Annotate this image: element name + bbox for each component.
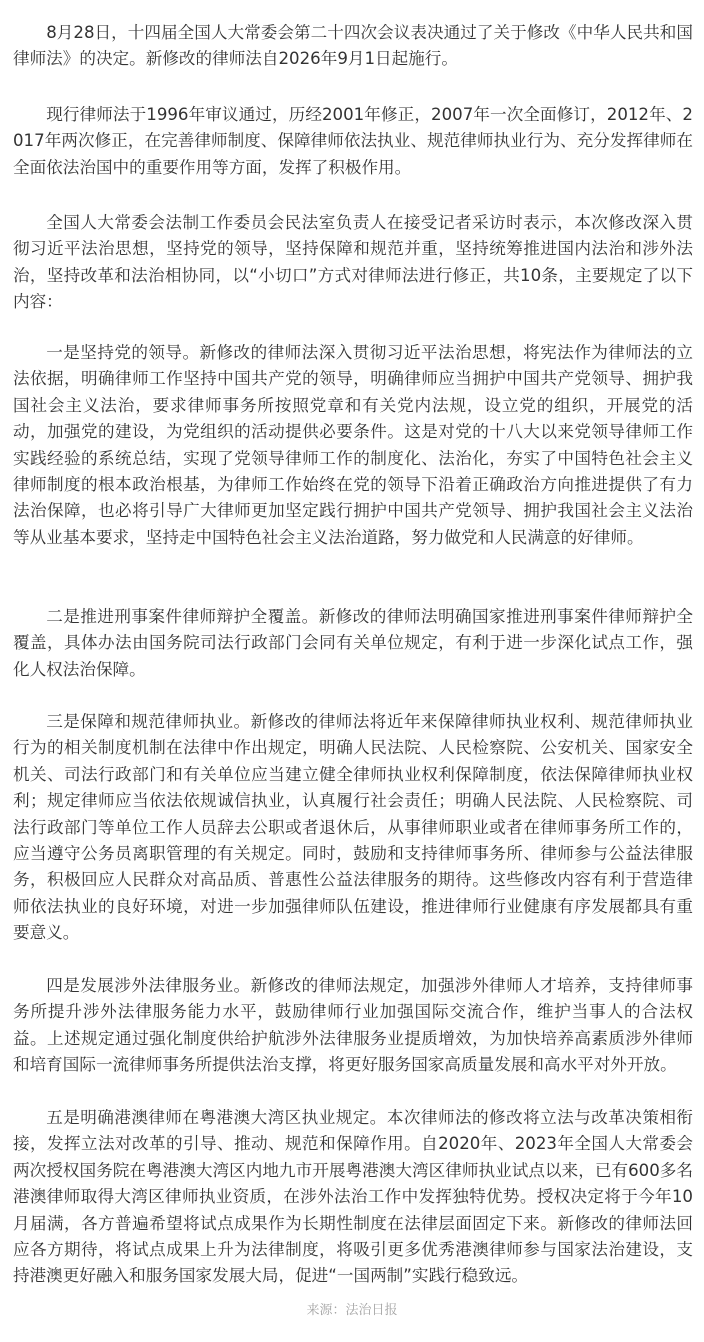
article-body <box>13 20 693 1290</box>
article-paragraph: 五是明确港澳律师在粤港澳大湾区执业规定。本次律师法的修改将立法与改革决策相衔接，发挥立法对改革的引导、推动、规范和保障作用。自2020年、2023年全国人大常委会两次授权国务院在粤港澳大湾区内地九市开展粤港澳大湾区律师执业试点以来，已有600多名港澳律师取得大湾区律师执业资质，在涉外法治工作中发挥独特优势。授权决定将于今年10月届满，各方普遍希望将试点成果作为长期性制度在法律层面固定下来。新修改的律师法回应各方期待，将试点成果上升为法律制度，将吸引更多优秀港澳律师参与国家法治建设，支持港澳更好融入和服务国家发展大局，促进“一国两制”实践行稳致远。 <box>13 1108 693 1286</box>
article-paragraph: 一是坚持党的领导。新修改的律师法深入贯彻习近平法治思想，将宪法作为律师法的立法依据，明确律师工作坚持中国共产党的领导，明确律师应当拥护中国共产党领导、拥护我国社会主义法治，要求律师事务所按照党章和有关党内法规，设立党的组织，开展党的活动，加强党的建设，为党组织的活动提供必要条件。这是对党的十八大以来党领导律师工作实践经验的系统总结，实现了党领导律师工作的制度化、法治化，夯实了中国特色社会主义律师制度的根本政治根基，为律师工作始终在党的领导下沿着正确政治方向推进提供了有力法治保障，也必将引导广大律师更加坚定践行拥护中国共产党领导、拥护我国社会主义法治等从业基本要求，坚持走中国特色社会主义法治道路，努力做党和人民满意的好律师。 <box>13 343 693 547</box>
article-paragraph: 全国人大常委会法制工作委员会民法室负责人在接受记者采访时表示，本次修改深入贯彻习近平法治思想，坚持党的领导，坚持保障和规范并重，坚持统筹推进国内法治和涉外法治，坚持改革和法治相协同，以“小切口”方式对律师法进行修正，共10条，主要规定了以下内容： <box>13 213 693 312</box>
article-paragraph: 二是推进刑事案件律师辩护全覆盖。新修改的律师法明确国家推进刑事案件律师辩护全覆盖，具体办法由国务院司法行政部门会同有关单位规定，有利于进一步深化试点工作，强化人权法治保障。 <box>13 607 693 679</box>
article-paragraph: 三是保障和规范律师执业。新修改的律师法将近年来保障律师执业权利、规范律师执业行为的相关制度机制在法律中作出规定，明确人民法院、人民检察院、公安机关、国家安全机关、司法行政部门和有关单位应当建立健全律师执业权利保障制度，依法保障律师执业权利；规定律师应当依法依规诚信执业，认真履行社会责任；明确人民法院、人民检察院、司法行政部门等单位工作人员辞去公职或者退休后，从事律师职业或者在律师事务所工作的，应当遵守公务员离职管理的有关规定。同时，鼓励和支持律师事务所、律师参与公益法律服务，积极回应人民群众对高品质、普惠性公益法律服务的期待。这些修改内容有利于营造律师依法执业的良好环境，对进一步加强律师队伍建设，推进律师行业健康有序发展都具有重要意义。 <box>13 712 693 943</box>
article-paragraph: 8月28日，十四届全国人大常委会第二十四次会议表决通过了关于修改《中华人民共和国律师法》的决定。新修改的律师法自2026年9月1日起施行。 <box>13 23 693 69</box>
source-credit: 来源：法治日报 <box>306 1303 398 1318</box>
article-paragraph: 现行律师法于1996年审议通过，历经2001年修正，2007年一次全面修订，2012年、2017年两次修正，在完善律师制度、保障律师依法执业、规范律师执业行为、充分发挥律师在全面依法治国中的重要作用等方面，发挥了积极作用。 <box>13 105 693 177</box>
article-paragraph: 四是发展涉外法律服务业。新修改的律师法规定，加强涉外律师人才培养，支持律师事务所提升涉外法律服务能力水平，鼓励律师行业加强国际交流合作，维护当事人的合法权益。上述规定通过强化制度供给护航涉外法律服务业提质增效，为加快培养高素质涉外律师和培育国际一流律师事务所提供法治支撑，将更好服务国家高质量发展和高水平对外开放。 <box>13 976 693 1075</box>
